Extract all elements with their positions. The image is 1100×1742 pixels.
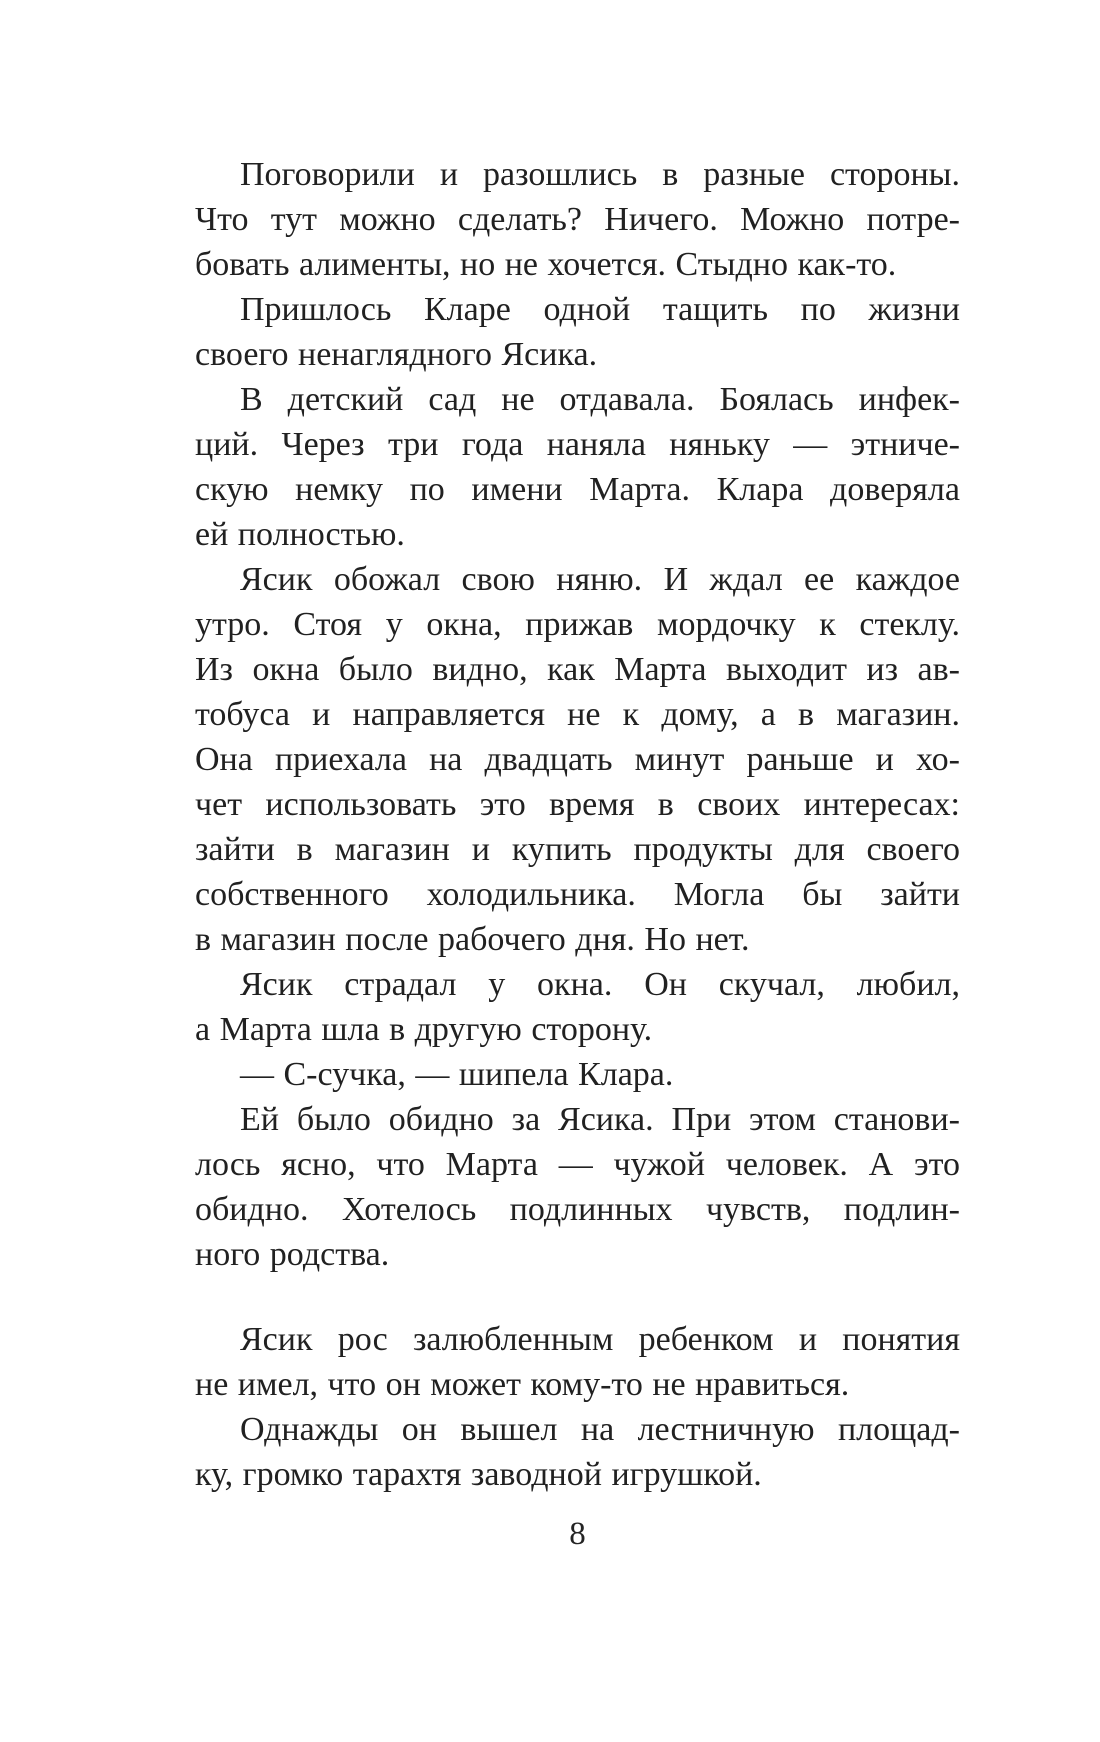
- text-line: Пришлось Кларе одной тащить по жизни: [240, 291, 960, 328]
- paragraph: [195, 152, 960, 287]
- paragraph: [195, 962, 960, 1052]
- paragraph: [195, 287, 960, 377]
- text-line: лось ясно, что Марта — чужой человек. А это: [195, 1146, 960, 1183]
- text-line: ей полностью.: [195, 516, 405, 553]
- text-line: Поговорили и разошлись в разные стороны.: [240, 156, 960, 193]
- paragraph: [195, 1407, 960, 1497]
- text-line: тобуса и направляется не к дому, а в магазин.: [195, 696, 960, 733]
- text-block: [195, 152, 960, 1497]
- text-line: зайти в магазин и купить продукты для своего: [195, 831, 960, 868]
- text-line: а Марта шла в другую сторону.: [195, 1011, 653, 1048]
- text-line: скую немку по имени Марта. Клара доверяла: [195, 471, 960, 508]
- text-line: В детский сад не отдавала. Боялась инфек-: [240, 381, 960, 418]
- text-line: собственного холодильника. Могла бы зайти: [195, 876, 960, 913]
- text-line: Что тут можно сделать? Ничего. Можно потре-: [195, 201, 960, 238]
- text-line: обидно. Хотелось подлинных чувств, подлин-: [195, 1191, 960, 1228]
- paragraph: [195, 377, 960, 557]
- text-line: — С-сучка, — шипела Клара.: [240, 1056, 674, 1093]
- text-line: Ясик рос залюбленным ребенком и понятия: [240, 1321, 960, 1358]
- text-line: Однажды он вышел на лестничную площад-: [240, 1411, 960, 1448]
- text-line: в магазин после рабочего дня. Но нет.: [195, 921, 750, 958]
- text-line: Из окна было видно, как Марта выходит из ав-: [195, 651, 960, 688]
- text-line: Ясик страдал у окна. Он скучал, любил,: [240, 966, 960, 1003]
- text-line: Она приехала на двадцать минут раньше и хо-: [195, 741, 960, 778]
- text-line: ций. Через три года наняла няньку — этниче-: [195, 426, 960, 463]
- page-number: 8: [569, 1516, 586, 1552]
- text-line: Ясик обожал свою няню. И ждал ее каждое: [240, 561, 960, 598]
- paragraph: [195, 1317, 960, 1407]
- paragraph: [195, 557, 960, 962]
- text-line: Ей было обидно за Ясика. При этом станови-: [240, 1101, 960, 1138]
- text-line: бовать алименты, но не хочется. Стыдно как-то.: [195, 246, 897, 283]
- text-line: утро. Стоя у окна, прижав мордочку к стеклу.: [195, 606, 960, 643]
- text-line: чет использовать это время в своих интересах:: [195, 786, 960, 823]
- text-line: своего ненаглядного Ясика.: [195, 336, 598, 373]
- paragraph: [195, 1097, 960, 1277]
- text-line: не имел, что он может кому-то не нравиться.: [195, 1366, 850, 1403]
- text-line: ку, громко тарахтя заводной игрушкой.: [195, 1456, 762, 1493]
- paragraph: [195, 1052, 960, 1097]
- text-line: ного родства.: [195, 1236, 390, 1273]
